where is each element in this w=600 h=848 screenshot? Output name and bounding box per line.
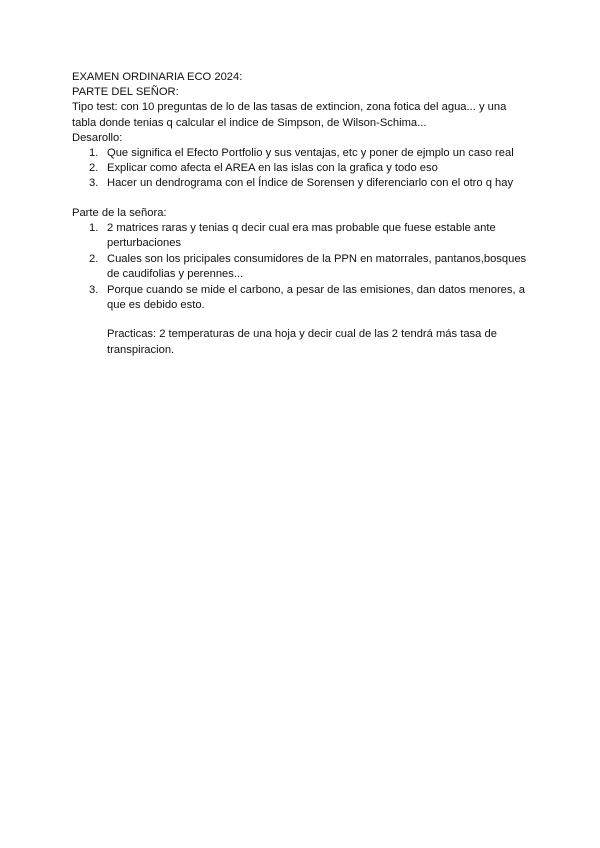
section2-heading: Parte de la señora: — [72, 207, 167, 219]
exam-title: EXAMEN ORDINARIA ECO 2024: — [72, 71, 243, 83]
list-item — [72, 283, 532, 313]
list-number: 2. — [89, 162, 99, 174]
list-item — [72, 221, 532, 251]
practicas-paragraph: Practicas: 2 temperaturas de una hoja y decir cual de las 2 tendrá más tasa de transpiracion. — [107, 328, 497, 356]
tipo-test-paragraph: Tipo test: con 10 preguntas de lo de las tasas de extincion, zona fotica del agua... y una tabla donde tenias q calcular el indice de Simpson, de Wilson-Schima... — [72, 101, 507, 129]
list-item-text: Hacer un dendrograma con el Índice de Sorensen y diferenciarlo con el otro q hay — [107, 177, 514, 189]
desarollo-label: Desarollo: — [72, 132, 123, 144]
list-item — [72, 252, 532, 282]
list-number: 2. — [89, 253, 99, 265]
section1-heading: PARTE DEL SEÑOR: — [72, 86, 179, 98]
section2-list — [72, 221, 532, 313]
list-item-text: 2 matrices raras y tenias q decir cual era mas probable que fuese estable ante perturbaciones — [107, 222, 496, 249]
list-item — [72, 176, 532, 191]
list-number: 3. — [89, 177, 99, 189]
document-page — [72, 70, 532, 358]
list-number: 1. — [89, 222, 99, 234]
list-item — [72, 146, 532, 161]
list-item — [72, 161, 532, 176]
section1-list — [72, 146, 532, 191]
list-item-text: Cuales son los pricipales consumidores de la PPN en matorrales, pantanos,bosques de caudifolias y perennes... — [107, 253, 527, 280]
spacer — [72, 191, 532, 206]
list-number: 1. — [89, 147, 99, 159]
list-item-text: Que significa el Efecto Portfolio y sus ventajas, etc y poner de ejmplo un caso real — [107, 147, 514, 159]
list-number: 3. — [89, 284, 99, 296]
list-item-text: Explicar como afecta el AREA en las islas con la grafica y todo eso — [107, 162, 438, 174]
list-item-text: Porque cuando se mide el carbono, a pesar de las emisiones, dan datos menores, a que es debido esto. — [107, 284, 525, 311]
